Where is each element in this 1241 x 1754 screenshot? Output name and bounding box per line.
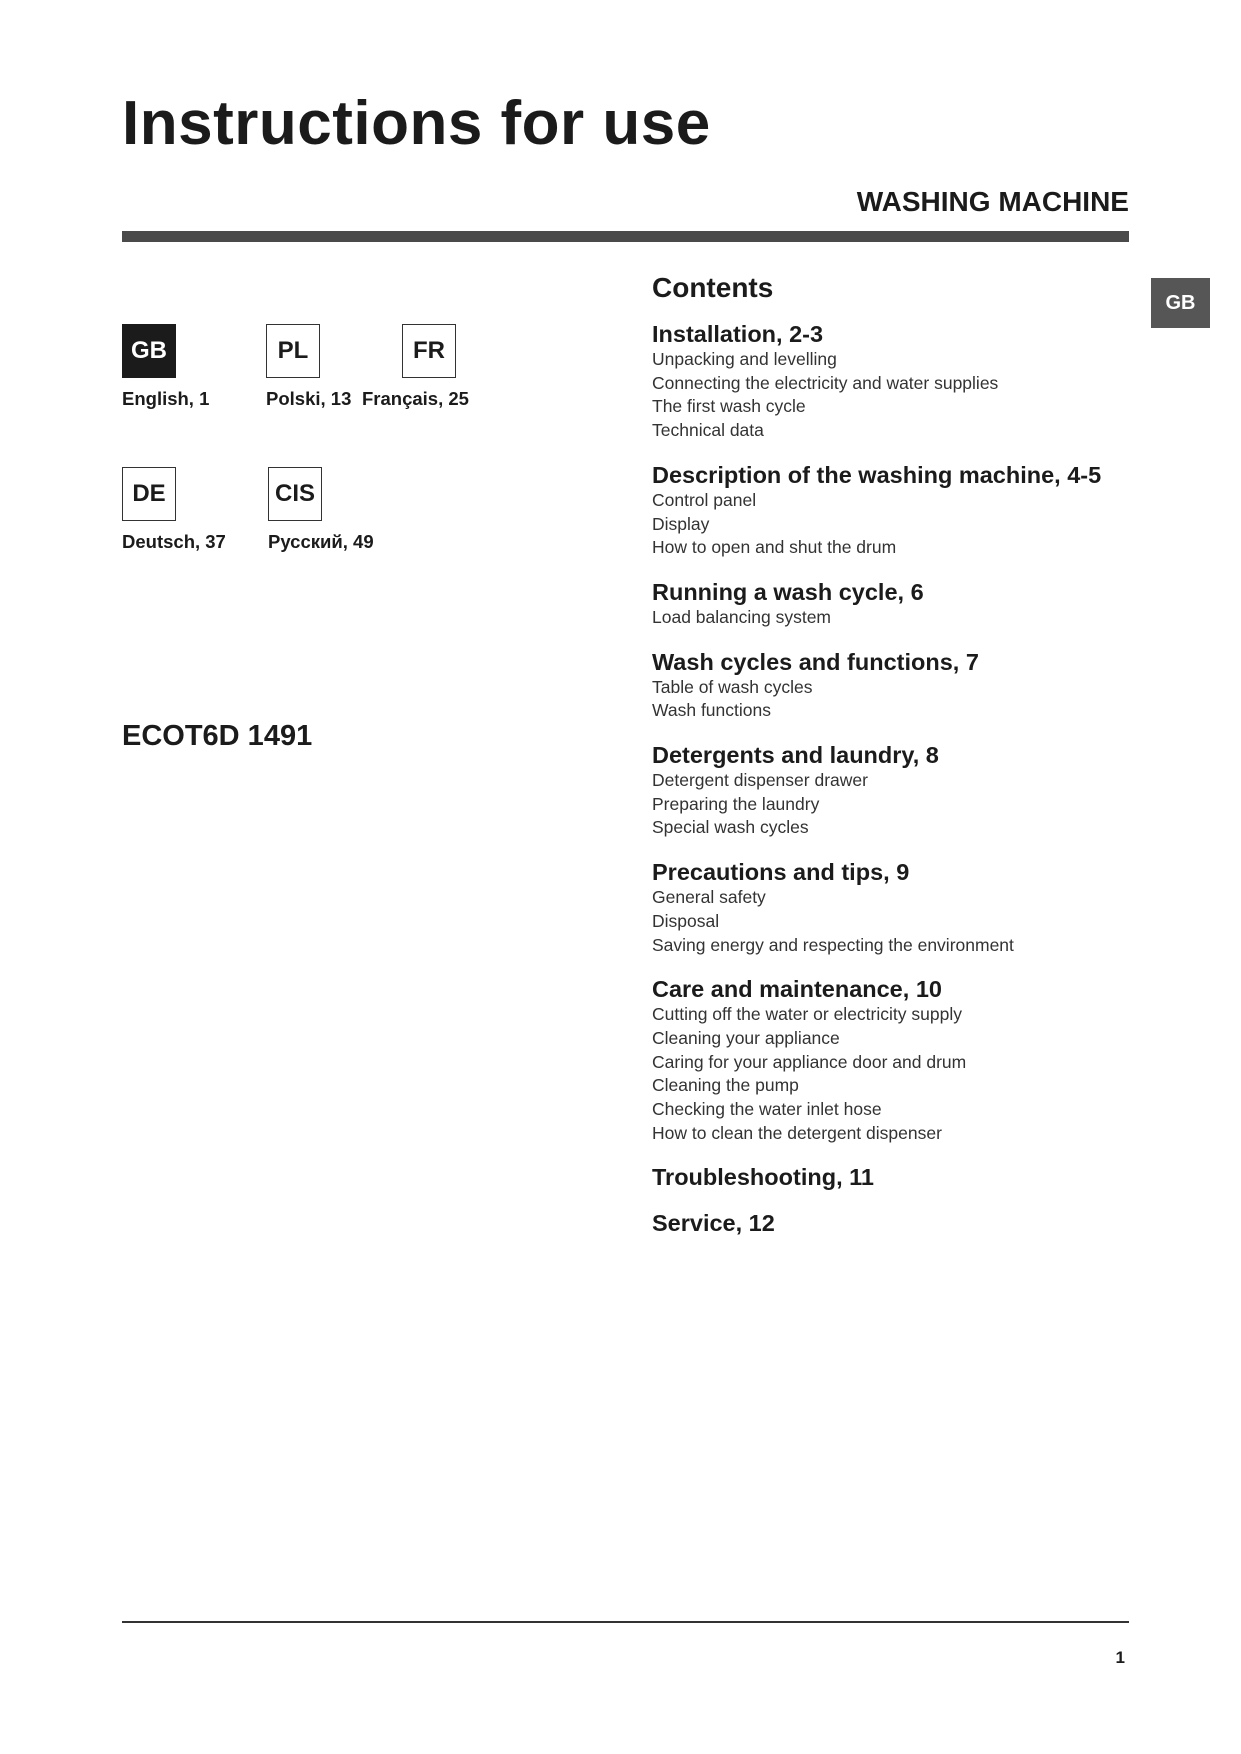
footer-divider bbox=[122, 1621, 1129, 1623]
language-label: Polski, 13 bbox=[266, 388, 352, 409]
document-title: Instructions for use bbox=[122, 89, 711, 158]
table-of-contents bbox=[652, 272, 1142, 1255]
language-label: Deutsch, 37 bbox=[122, 531, 226, 552]
language-label: Русский, 49 bbox=[268, 531, 374, 552]
toc-item[interactable]: How to clean the detergent dispenser bbox=[652, 1122, 942, 1143]
toc-section-heading[interactable]: Care and maintenance, 10 bbox=[652, 976, 942, 1003]
toc-item[interactable]: Disposal bbox=[652, 910, 720, 931]
toc-section bbox=[652, 320, 1142, 443]
language-label: English, 1 bbox=[122, 388, 210, 409]
toc-section-heading[interactable]: Precautions and tips, 9 bbox=[652, 859, 910, 886]
toc-item[interactable]: Cutting off the water or electricity supply bbox=[652, 1004, 962, 1025]
toc-item[interactable]: Checking the water inlet hose bbox=[652, 1099, 882, 1120]
toc-item[interactable]: Cleaning your appliance bbox=[652, 1027, 840, 1048]
language-code-box: FR bbox=[402, 324, 456, 378]
toc-section-heading[interactable]: Description of the washing machine, 4-5 bbox=[652, 461, 1102, 488]
toc-item[interactable]: Special wash cycles bbox=[652, 817, 809, 838]
toc-section bbox=[652, 1209, 1142, 1237]
toc-item[interactable]: Saving energy and respecting the environment bbox=[652, 934, 1014, 955]
toc-item[interactable]: Preparing the laundry bbox=[652, 793, 820, 814]
toc-item[interactable]: Technical data bbox=[652, 420, 764, 441]
toc-section-heading[interactable]: Running a wash cycle, 6 bbox=[652, 578, 924, 605]
toc-section bbox=[652, 461, 1142, 560]
toc-section bbox=[652, 648, 1142, 723]
toc-section-heading[interactable]: Wash cycles and functions, 7 bbox=[652, 648, 979, 675]
toc-item[interactable]: Cleaning the pump bbox=[652, 1075, 799, 1096]
toc-item[interactable]: General safety bbox=[652, 887, 766, 908]
toc-section bbox=[652, 578, 1142, 630]
toc-section bbox=[652, 858, 1142, 957]
page-number: 1 bbox=[1115, 1648, 1125, 1667]
language-side-tab: GB bbox=[1151, 278, 1210, 328]
toc-item[interactable]: Display bbox=[652, 513, 710, 534]
toc-item[interactable]: Unpacking and levelling bbox=[652, 349, 837, 369]
toc-item[interactable]: Detergent dispenser drawer bbox=[652, 770, 868, 791]
toc-item[interactable]: The first wash cycle bbox=[652, 396, 806, 417]
language-cis[interactable] bbox=[268, 467, 448, 553]
header-divider bbox=[122, 231, 1129, 242]
language-code-box: GB bbox=[122, 324, 176, 378]
toc-section-heading[interactable]: Troubleshooting, 11 bbox=[652, 1164, 874, 1191]
toc-section-heading[interactable]: Service, 12 bbox=[652, 1210, 775, 1237]
toc-section bbox=[652, 741, 1142, 840]
language-code-box: CIS bbox=[268, 467, 322, 521]
toc-section-heading[interactable]: Installation, 2-3 bbox=[652, 321, 824, 347]
toc-item[interactable]: Caring for your appliance door and drum bbox=[652, 1051, 967, 1072]
language-code-box: PL bbox=[266, 324, 320, 378]
toc-item[interactable]: Table of wash cycles bbox=[652, 676, 813, 697]
model-number: ECOT6D 1491 bbox=[122, 720, 313, 752]
toc-item[interactable]: Wash functions bbox=[652, 700, 771, 721]
toc-section bbox=[652, 1163, 1142, 1191]
document-subtitle: WASHING MACHINE bbox=[856, 186, 1129, 217]
language-fr[interactable] bbox=[362, 324, 582, 410]
toc-section bbox=[652, 975, 1142, 1145]
toc-item[interactable]: Connecting the electricity and water supplies bbox=[652, 372, 999, 393]
contents-title: Contents bbox=[652, 272, 774, 303]
toc-item[interactable]: Load balancing system bbox=[652, 606, 831, 627]
toc-item[interactable]: Control panel bbox=[652, 489, 757, 510]
toc-item[interactable]: How to open and shut the drum bbox=[652, 537, 897, 558]
toc-section-heading[interactable]: Detergents and laundry, 8 bbox=[652, 742, 939, 769]
language-label: Français, 25 bbox=[362, 388, 469, 409]
language-code-box: DE bbox=[122, 467, 176, 521]
